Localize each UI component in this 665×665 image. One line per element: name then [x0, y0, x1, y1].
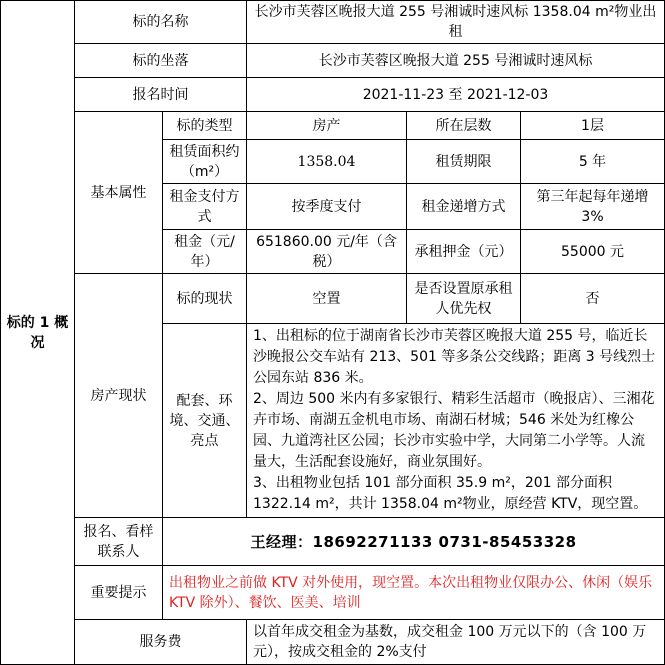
status-value: 空置	[247, 274, 407, 324]
payment-label: 租金支付方式	[163, 184, 247, 230]
location-value: 长沙市芙蓉区晚报大道 255 号湘诚时速风标	[247, 44, 665, 78]
term-label: 租赁期限	[407, 140, 521, 184]
status-label: 标的现状	[163, 274, 247, 324]
facilities-label: 配套、环境、交通、亮点	[163, 324, 247, 518]
floor-label: 所在层数	[407, 112, 521, 140]
increase-label: 租金递增方式	[407, 184, 521, 230]
facilities-text	[247, 324, 665, 518]
registration-label: 报名时间	[75, 78, 247, 112]
type-label: 标的类型	[163, 112, 247, 140]
priority-value: 否	[521, 274, 665, 324]
area-label: 租赁面积约（m²）	[163, 140, 247, 184]
area-value: 1358.04	[247, 140, 407, 184]
facilities-paragraph: 1、出租标的位于湖南省长沙市芙蓉区晚报大道 255 号，临近长沙晚报公交车站有 213、501 等多条公交线路；距离 3 号线烈士公园东站 836 米。 2、周边 500 米内有多家银行、精彩生活超市（晚报店）、三湘花卉市场、南湖五金机电市场、南湖石材城；546 米处为红橡公园、九道湾社区公园；长沙市实验中学，大同第二小学等。人流量大，生活配套设施好，商业氛围好。 3、出租物业包括 101 部分面积 35.9 m²，201 部分面积 1322.14 m²，共计 1358.04 m²物业，原经营 KTV，现空置。	[253, 328, 656, 512]
term-value: 5 年	[521, 140, 665, 184]
increase-value: 第三年起每年递增 3%	[521, 184, 665, 230]
contact-label: 报名、看样联系人	[75, 518, 163, 566]
deposit-value: 55000 元	[521, 230, 665, 274]
floor-value: 1层	[521, 112, 665, 140]
registration-value: 2021-11-23 至 2021-12-03	[247, 78, 665, 112]
priority-label: 是否设置原承租人优先权	[407, 274, 521, 324]
deposit-label: 承租押金（元）	[407, 230, 521, 274]
notice-label: 重要提示	[75, 566, 163, 620]
name-label: 标的名称	[75, 1, 247, 44]
section-label-cell	[1, 1, 75, 665]
rent-value: 651860.00 元/年（含税）	[247, 230, 407, 274]
fee-label: 服务费	[75, 620, 247, 665]
rent-label: 租金（元/年）	[163, 230, 247, 274]
type-value: 房产	[247, 112, 407, 140]
section-label: 标的 1 概况	[6, 314, 69, 351]
fee-value: 以首年成交租金为基数，成交租金 100 万元以下的（含 100 万元），按成交租金的 2%支付	[247, 620, 665, 665]
notice-value: 出租物业之前做 KTV 对外使用，现空置。本次出租物业仅限办公、休闲（娱乐 KTV 除外）、餐饮、医美、培训	[163, 566, 665, 620]
location-label: 标的坐落	[75, 44, 247, 78]
contact-value: 王经理：18692271133 0731-85453328	[163, 518, 665, 566]
property-label: 房产现状	[75, 274, 163, 518]
name-value: 长沙市芙蓉区晚报大道 255 号湘诚时速风标 1358.04 m²物业出租	[247, 1, 665, 44]
basic-label: 基本属性	[75, 112, 163, 274]
payment-value: 按季度支付	[247, 184, 407, 230]
